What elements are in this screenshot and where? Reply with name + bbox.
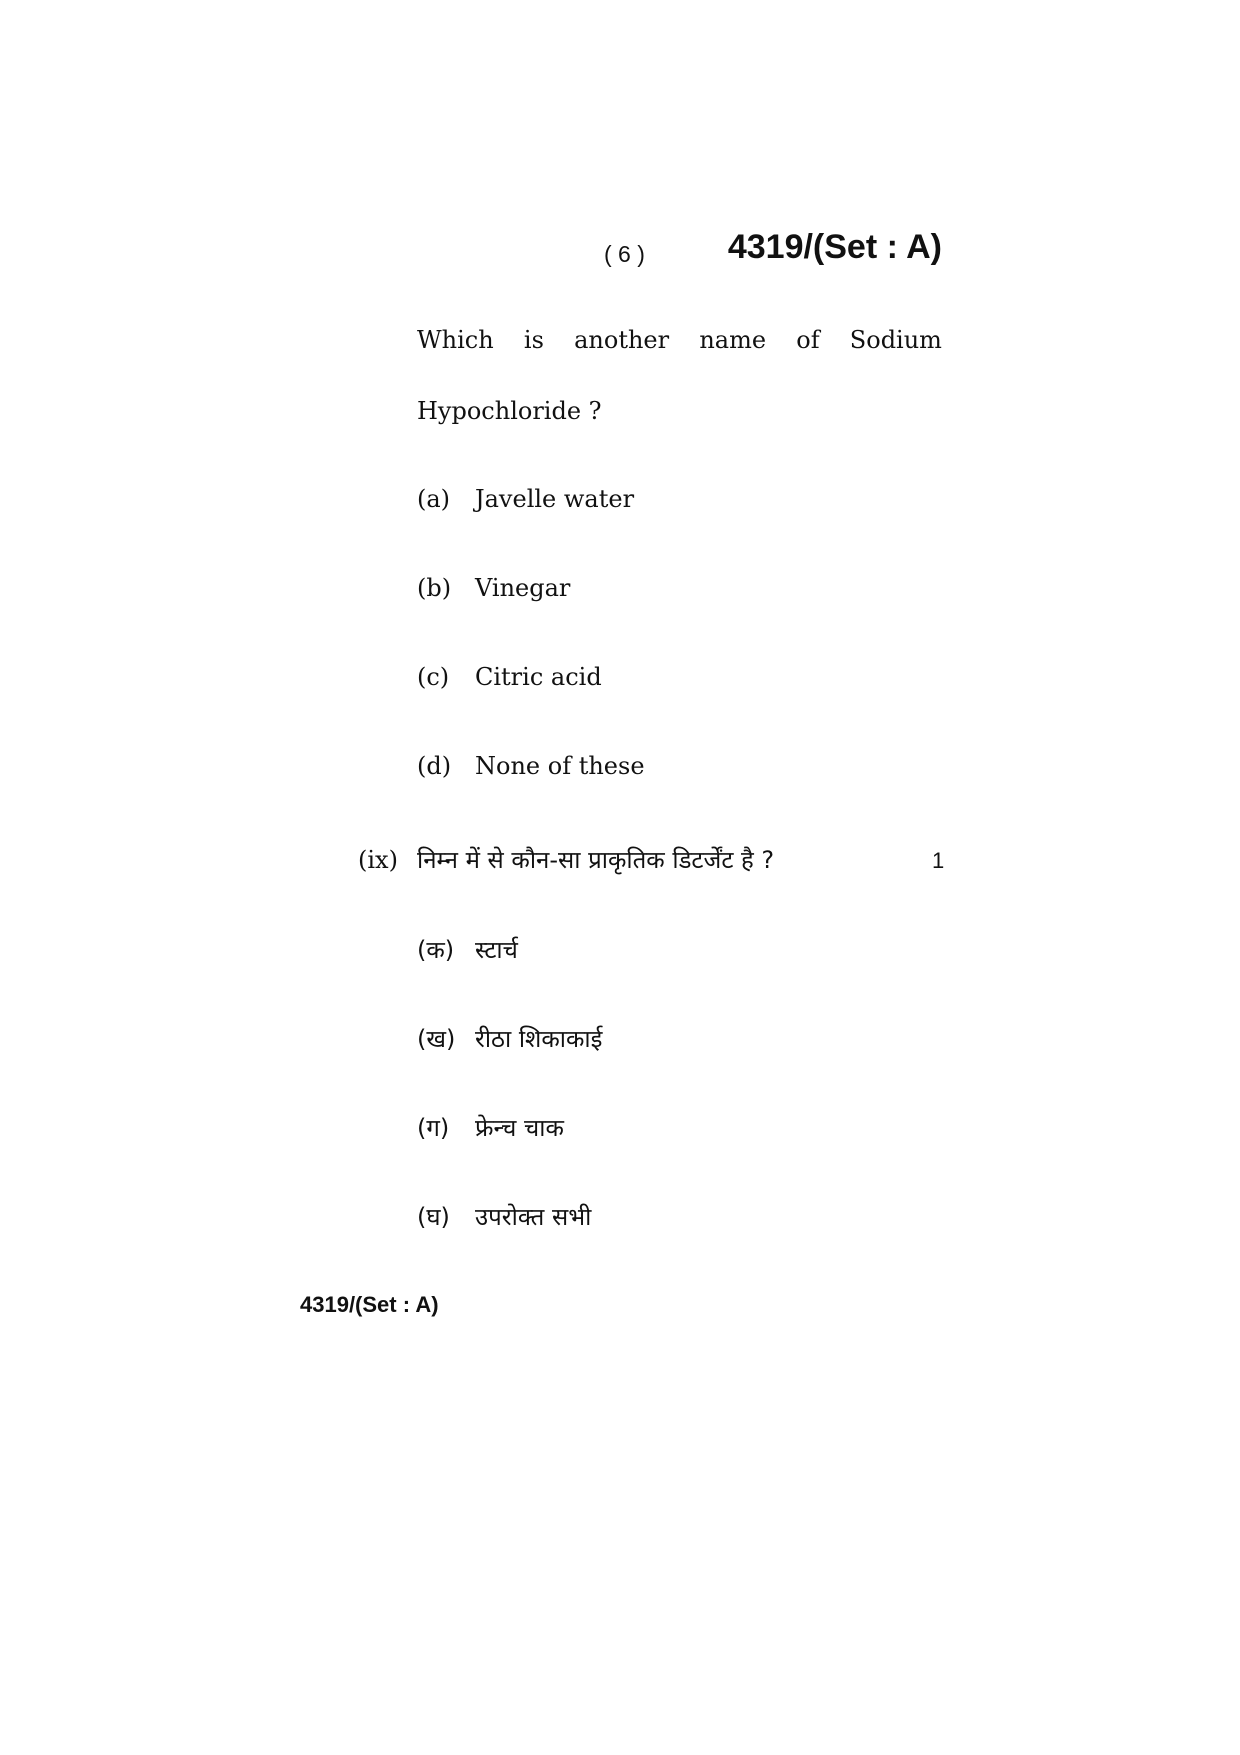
option-mark: (c) [417,663,450,691]
question-en-line-1 [417,326,942,354]
question-word: Which [417,326,494,354]
question-word: name [699,326,767,354]
option-text: फ्रेन्च चाक [475,1114,564,1142]
option-mark: (क) [417,936,455,964]
question-word: Sodium [849,326,942,354]
question-marks: 1 [932,848,945,873]
question-word: is [523,326,544,354]
option-d [417,752,645,780]
option-mark: (a) [417,485,451,513]
page-number: ( 6 ) [604,241,645,267]
option-text: Citric acid [475,663,602,691]
question-hi-text: निम्न में से कौन-सा प्राकृतिक डिटर्जेंट है ? [417,846,775,874]
option-a [417,485,634,513]
paper-code-footer: 4319/(Set : A) [300,1292,439,1317]
option-ka [417,933,518,966]
question-word: of [796,326,820,354]
option-text: उपरोक्त सभी [475,1203,592,1231]
option-gha [417,1200,591,1233]
option-mark: (b) [417,574,452,602]
option-mark: (घ) [417,1203,450,1231]
option-mark: (ख) [417,1025,456,1053]
option-b [417,574,570,602]
paper-code-header: 4319/(Set : A) [727,228,942,266]
option-text: Javelle water [475,485,635,513]
option-text: None of these [475,752,645,780]
question-en-line-2: Hypochloride ? [417,397,602,425]
option-text: रीठा शिकाकाई [475,1025,603,1053]
option-kha [417,1022,602,1055]
option-text: Vinegar [475,574,571,602]
option-mark: (d) [417,752,452,780]
option-c [417,663,602,691]
option-mark: (ग) [417,1114,450,1142]
option-ga [417,1111,564,1144]
question-word: another [574,326,670,354]
option-text: स्टार्च [475,936,518,964]
question-number: (ix) [358,846,398,874]
